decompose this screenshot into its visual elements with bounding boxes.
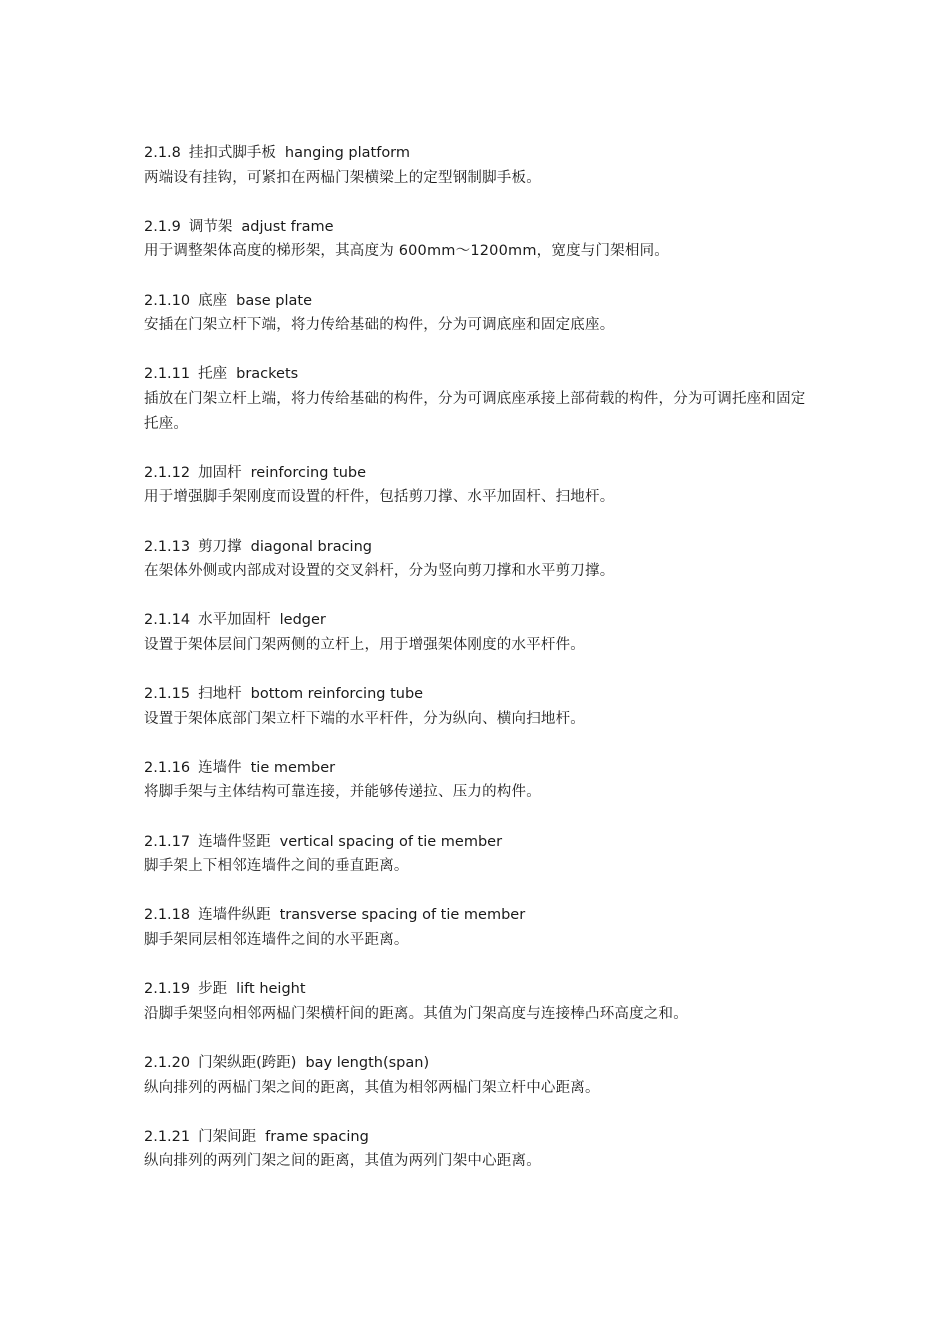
term-english: transverse spacing of tie member <box>279 907 526 924</box>
term-heading <box>144 977 816 1002</box>
term-heading <box>144 608 816 633</box>
term-heading <box>144 903 816 928</box>
term-chinese: 连墙件 <box>198 759 242 776</box>
term-definition: 用于增强脚手架刚度而设置的杆件，包括剪刀撑、水平加固杆、扫地杆。 <box>144 489 615 506</box>
term-heading <box>144 289 816 314</box>
term-definition: 设置于架体层间门架两侧的立杆上，用于增强架体刚度的水平杆件。 <box>144 636 585 653</box>
term-definition: 插放在门架立杆上端，将力传给基础的构件，分为可调底座承接上部荷载的构件，分为可调托座和固定托座。 <box>144 390 806 432</box>
term-definition: 设置于架体底部门架立杆下端的水平杆件，分为纵向、横向扫地杆。 <box>144 710 585 727</box>
term-entry <box>144 756 816 805</box>
term-english: frame spacing <box>265 1128 369 1145</box>
term-english: reinforcing tube <box>250 464 367 481</box>
document-page <box>144 141 816 1199</box>
term-heading <box>144 461 816 486</box>
term-number: 2.1.10 <box>144 292 191 309</box>
term-number: 2.1.9 <box>144 218 181 235</box>
term-english: brackets <box>236 366 299 383</box>
term-number: 2.1.12 <box>144 464 191 481</box>
term-number: 2.1.15 <box>144 686 191 703</box>
term-definition: 用于调整架体高度的梯形架，其高度为 600mm～1200mm，宽度与门架相同。 <box>144 243 669 260</box>
term-chinese: 剪刀撑 <box>198 538 242 555</box>
term-definition: 在架体外侧或内部成对设置的交叉斜杆，分为竖向剪刀撑和水平剪刀撑。 <box>144 563 615 580</box>
term-chinese: 门架间距 <box>198 1128 257 1145</box>
term-number: 2.1.18 <box>144 907 191 924</box>
term-chinese: 门架纵距(跨距) <box>198 1054 297 1071</box>
term-entry <box>144 1125 816 1174</box>
term-chinese: 加固杆 <box>198 464 242 481</box>
term-number: 2.1.8 <box>144 145 181 161</box>
term-chinese: 连墙件纵距 <box>198 907 271 924</box>
term-definition: 两端设有挂钩，可紧扣在两榀门架横梁上的定型钢制脚手板。 <box>144 169 541 186</box>
term-number: 2.1.13 <box>144 538 191 555</box>
term-definition: 沿脚手架竖向相邻两榀门架横杆间的距离。其值为门架高度与连接棒凸环高度之和。 <box>144 1005 688 1022</box>
term-entry <box>144 682 816 731</box>
term-entry <box>144 977 816 1026</box>
term-number: 2.1.11 <box>144 366 191 383</box>
term-heading <box>144 682 816 707</box>
term-english: base plate <box>236 292 313 309</box>
term-chinese: 底座 <box>198 292 228 309</box>
term-number: 2.1.14 <box>144 612 191 629</box>
term-heading <box>144 535 816 560</box>
term-english: diagonal bracing <box>250 538 372 555</box>
term-heading <box>144 215 816 240</box>
term-english: ledger <box>279 612 326 629</box>
term-chinese: 连墙件竖距 <box>198 833 271 850</box>
term-entry <box>144 535 816 584</box>
term-entry <box>144 362 816 436</box>
term-english: hanging platform <box>284 145 411 161</box>
term-entry <box>144 289 816 338</box>
term-chinese: 扫地杆 <box>198 686 242 703</box>
term-entry <box>144 903 816 952</box>
term-heading <box>144 362 816 387</box>
term-english: vertical spacing of tie member <box>279 833 503 850</box>
term-heading <box>144 141 816 166</box>
term-heading <box>144 1051 816 1076</box>
term-entry <box>144 461 816 510</box>
term-number: 2.1.21 <box>144 1128 191 1145</box>
term-english: adjust frame <box>241 218 334 235</box>
term-english: tie member <box>250 759 336 776</box>
term-entry <box>144 215 816 264</box>
term-english: bottom reinforcing tube <box>250 686 424 703</box>
term-chinese: 调节架 <box>188 218 233 235</box>
term-definition: 脚手架同层相邻连墙件之间的水平距离。 <box>144 932 409 948</box>
term-heading <box>144 1125 816 1150</box>
term-entry <box>144 608 816 657</box>
term-definition: 纵向排列的两列门架之间的距离，其值为两列门架中心距离。 <box>144 1153 541 1170</box>
term-entry <box>144 1051 816 1100</box>
term-chinese: 水平加固杆 <box>198 612 271 629</box>
term-definition: 脚手架上下相邻连墙件之间的垂直距离。 <box>144 858 409 875</box>
term-chinese: 托座 <box>198 366 228 383</box>
term-heading <box>144 830 816 855</box>
term-definition: 将脚手架与主体结构可靠连接，并能够传递拉、压力的构件。 <box>144 784 541 801</box>
term-number: 2.1.20 <box>144 1054 191 1071</box>
term-number: 2.1.19 <box>144 981 191 998</box>
term-definition: 安插在门架立杆下端，将力传给基础的构件，分为可调底座和固定底座。 <box>144 317 615 334</box>
term-number: 2.1.17 <box>144 833 191 850</box>
term-entry <box>144 830 816 879</box>
term-chinese: 挂扣式脚手板 <box>188 145 276 161</box>
term-english: bay length(span) <box>305 1054 430 1071</box>
term-definition: 纵向排列的两榀门架之间的距离，其值为相邻两榀门架立杆中心距离。 <box>144 1079 600 1096</box>
term-english: lift height <box>236 981 306 998</box>
term-chinese: 步距 <box>198 981 228 998</box>
term-heading <box>144 756 816 781</box>
term-number: 2.1.16 <box>144 759 191 776</box>
term-entry <box>144 141 816 190</box>
